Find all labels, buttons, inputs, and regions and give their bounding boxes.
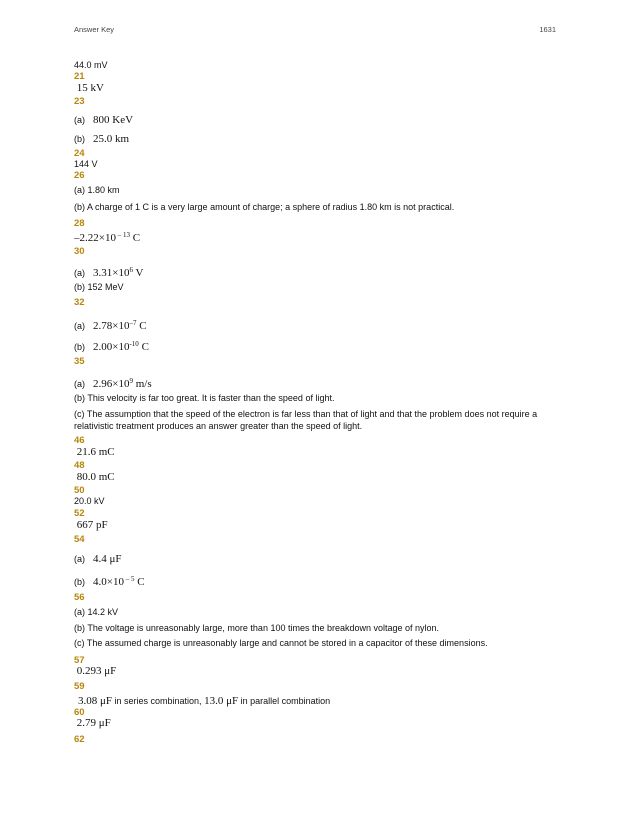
answer-line: (b) The voltage is unreasonably large, more than 100 times the breakdown voltage of nylon. xyxy=(74,623,440,633)
answer-line: 2.79 μF xyxy=(76,717,111,729)
problem-number: 57 xyxy=(74,655,85,666)
answer-line: (a) 1.80 km xyxy=(74,185,120,195)
problem-number: 24 xyxy=(74,148,85,159)
problem-number: 50 xyxy=(74,485,85,496)
answer-line: 0.293 μF xyxy=(76,665,117,677)
running-header-title: Answer Key xyxy=(74,25,115,34)
problem-number: 32 xyxy=(74,297,85,308)
answer-line: 20.0 kV xyxy=(74,496,105,506)
answer-line: 21.6 mC xyxy=(76,446,115,458)
problem-number: 26 xyxy=(74,170,85,181)
answer-line: (b) 25.0 km xyxy=(74,133,130,145)
problem-number: 21 xyxy=(74,71,85,82)
answer-line: (a) 14.2 kV xyxy=(74,607,119,617)
answer-line: (a) $3.31\times 10^6$ V xyxy=(74,266,144,279)
problem-number: 35 xyxy=(74,356,85,367)
answer-line: (c) The assumption that the speed of the electron is far less than that of light and that the problem does not require a relativistic treatment produces an answer greater than the speed of light. xyxy=(74,409,538,431)
answer-line: 15 kV xyxy=(76,82,104,94)
problem-number: 59 xyxy=(74,681,85,692)
answer-line: (a) $2.96\times 10^9$ m/s xyxy=(74,377,152,390)
problem-number: 54 xyxy=(74,534,85,545)
problem-number: 60 xyxy=(74,707,85,718)
answer-line: (b) This velocity is far too great. It is faster than the speed of light. xyxy=(74,393,335,403)
problem-number: 48 xyxy=(74,460,85,471)
problem-number: 56 xyxy=(74,592,85,603)
answer-line: (a) 800 KeV xyxy=(74,114,134,126)
answer-line: 44.0 mV xyxy=(74,60,108,70)
answer-line: (a) $2.78\times 10^{-7}$ C xyxy=(74,319,147,332)
problem-number: 28 xyxy=(74,218,85,229)
answer-line: (b) $2.00\times 10^{-10}$ C xyxy=(74,340,149,353)
answer-line: (b) A charge of 1 C is a very large amount of charge; a sphere of radius 1.80 km is not practical. xyxy=(74,202,455,212)
problem-number: 30 xyxy=(74,246,85,257)
answer-line: 80.0 mC xyxy=(76,471,115,483)
answer-line: (b) 4.0×10 $^{- 5}$ C xyxy=(74,575,145,588)
problem-number: 23 xyxy=(74,96,85,107)
answer-line: (c) The assumed charge is unreasonably large and cannot be stored in a capacitor of these dimensions. xyxy=(74,638,488,648)
answer-line: –2.22×10 $^{- 13}$ C xyxy=(74,231,141,244)
problem-number: 52 xyxy=(74,508,85,519)
page-number: 1631 xyxy=(539,25,556,34)
problem-number: 46 xyxy=(74,435,85,446)
answer-line: 3.08 μF in series combination, 13.0 μF in parallel combination xyxy=(78,695,331,707)
problem-number: 62 xyxy=(74,734,85,745)
answer-line: (b) 152 MeV xyxy=(74,282,124,292)
answer-line: 144 V xyxy=(74,159,98,169)
answer-line: 667 pF xyxy=(76,519,108,531)
answer-line: (a) 4.4 μF xyxy=(74,553,122,565)
